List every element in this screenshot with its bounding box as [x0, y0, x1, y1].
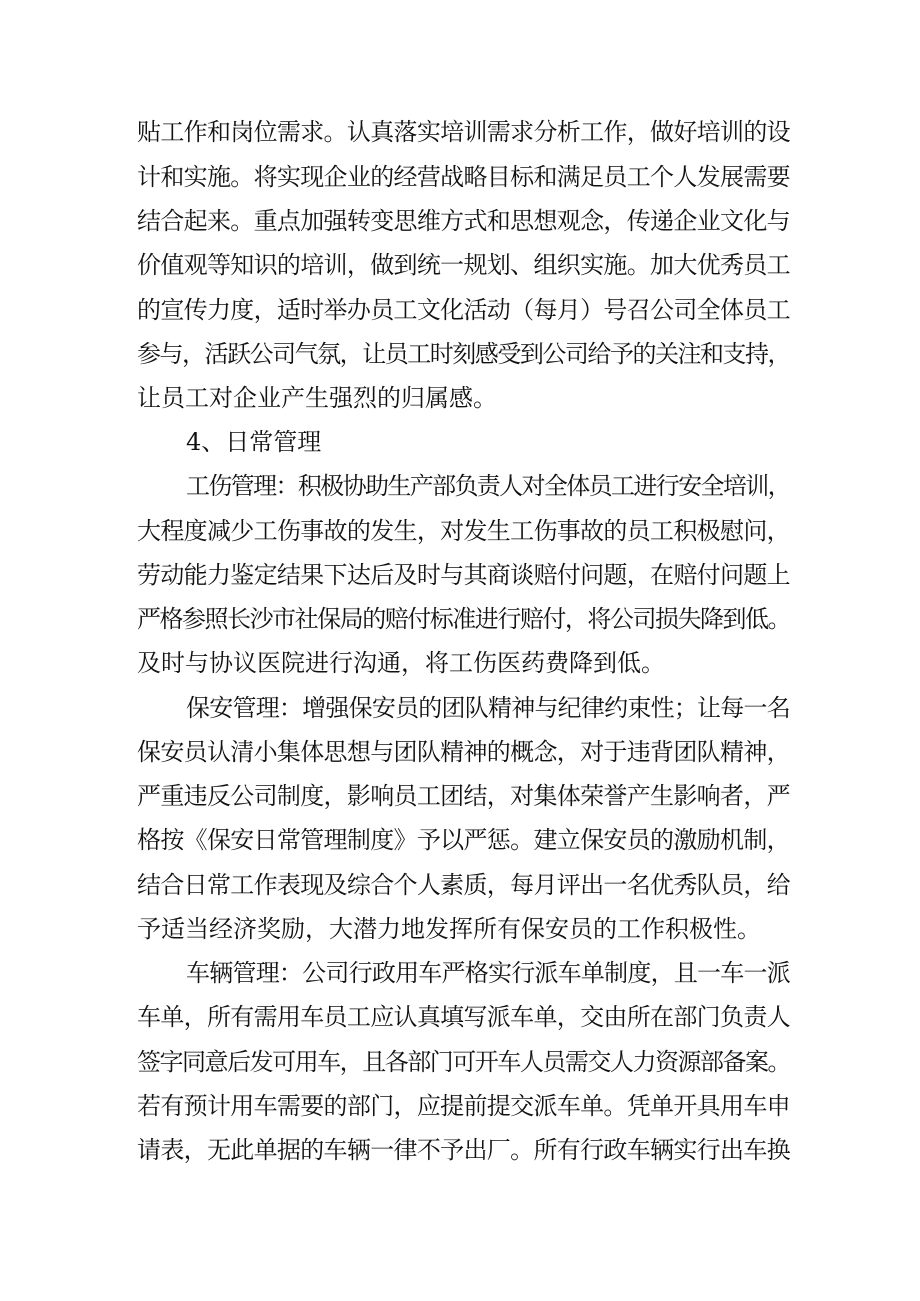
paragraph-line: 格按《保安日常管理制度》予以严惩。建立保安员的激励机制，	[137, 826, 790, 854]
paragraph-line: 价值观等知识的培训，做到统一规划、组织实施。加大优秀员工	[137, 251, 790, 279]
paragraph-line: 及时与协议医院进行沟通，将工伤医药费降到低。	[137, 649, 665, 677]
paragraph-line: 让员工对企业产生强烈的归属感。	[137, 384, 497, 412]
paragraph-line: 车辆管理：公司行政用车严格实行派车单制度，且一车一派	[186, 959, 790, 987]
paragraph-line: 结合起来。重点加强转变思维方式和思想观念，传递企业文化与	[137, 207, 790, 235]
paragraph-line: 车单，所有需用车员工应认真填写派车单，交由所在部门负责人	[137, 1003, 790, 1031]
paragraph-line: 工伤管理：积极协助生产部负责人对全体员工进行安全培训，	[186, 472, 790, 500]
paragraph-line: 若有预计用车需要的部门，应提前提交派车单。凭单开具用车申	[137, 1092, 790, 1120]
paragraph-line: 严格参照长沙市社保局的赔付标准进行赔付，将公司损失降到低。	[137, 605, 791, 633]
paragraph-line: 签字同意后发可用车，且各部门可开车人员需交人力资源部备案。	[137, 1048, 791, 1076]
paragraph-line: 结合日常工作表现及综合个人素质，每月评出一名优秀队员，给	[137, 871, 790, 899]
paragraph-line: 请表，无此单据的车辆一律不予出厂。所有行政车辆实行出车换	[137, 1136, 790, 1164]
paragraph-line: 贴工作和岗位需求。认真落实培训需求分析工作，做好培训的设	[137, 118, 790, 146]
section-heading: 4、日常管理	[186, 428, 322, 456]
paragraph-line: 的宣传力度，适时举办员工文化活动（每月）号召公司全体员工	[137, 296, 790, 324]
paragraph-line: 计和实施。将实现企业的经营战略目标和满足员工个人发展需要	[137, 163, 790, 191]
paragraph-line: 大程度减少工伤事故的发生，对发生工伤事故的员工积极慰问，	[137, 517, 790, 545]
paragraph-line: 严重违反公司制度，影响员工团结，对集体荣誉产生影响者，严	[137, 782, 790, 810]
paragraph-line: 予适当经济奖励，大潜力地发挥所有保安员的工作积极性。	[137, 915, 761, 943]
paragraph-line: 劳动能力鉴定结果下达后及时与其商谈赔付问题，在赔付问题上	[137, 561, 790, 589]
paragraph-line: 保安员认清小集体思想与团队精神的概念，对于违背团队精神，	[137, 738, 790, 766]
paragraph-line: 保安管理：增强保安员的团队精神与纪律约束性；让每一名	[186, 694, 790, 722]
paragraph-line: 参与，活跃公司气氛，让员工时刻感受到公司给予的关注和支持，	[137, 340, 791, 368]
